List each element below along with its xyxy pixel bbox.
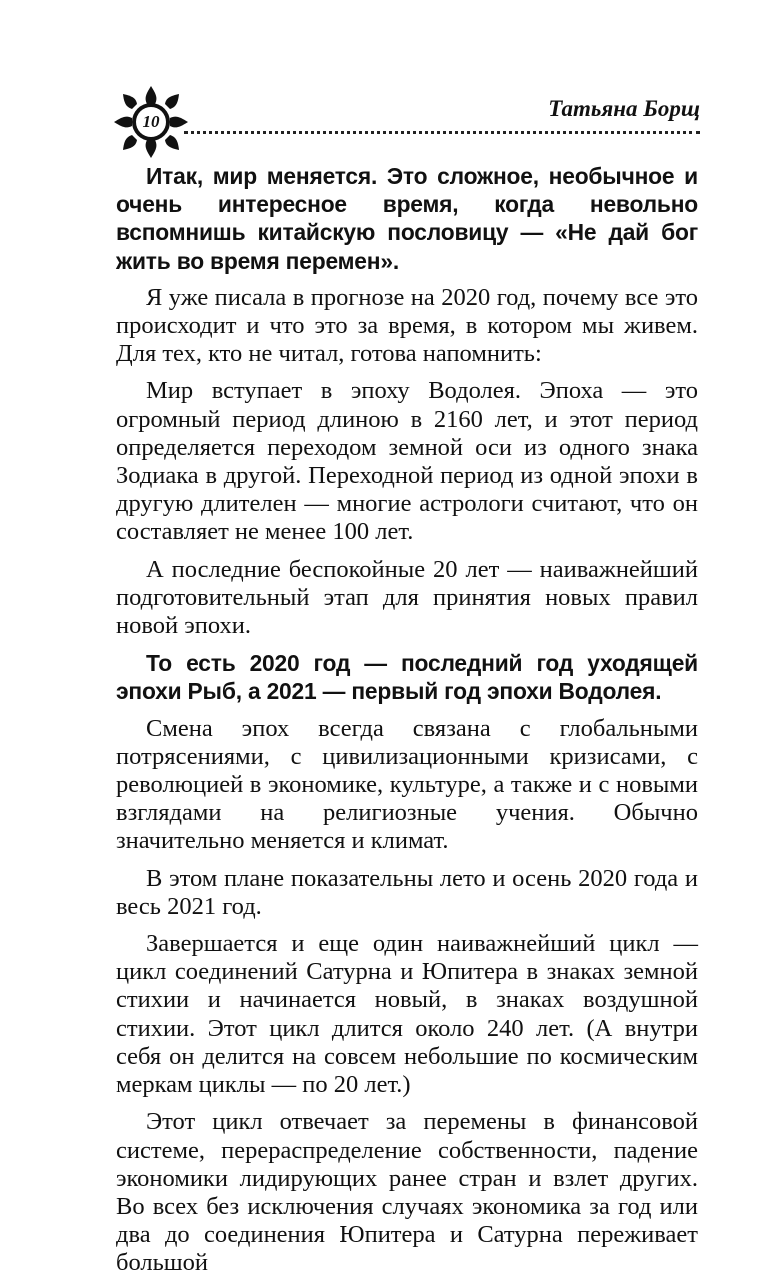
paragraph: Смена эпох всегда связана с глобальными потрясениями, с цивилизационными кризисами, с революцией в экономике, культуре, а также и с новыми взглядами на религиозные учения. Обычно значительно меняется и климат. (116, 714, 698, 855)
header-dotted-rule (184, 131, 700, 134)
author-name: Татьяна Борщ (548, 96, 700, 121)
paragraph: В этом плане показательны лето и осень 2020 года и весь 2021 год. (116, 864, 698, 920)
paragraph: Я уже писала в прогнозе на 2020 год, почему все это происходит и что это за время, в котором мы живем. Для тех, кто не читал, готова напомнить: (116, 283, 698, 368)
running-header (112, 84, 700, 160)
paragraph: Этот цикл отвечает за перемены в финансовой системе, перераспределение собственности, падение экономики лидирующих ранее стран и взлет других. Во всех без исключения случаях экономика за год или два до соединения Юпитера и Сатурна переживает большой (116, 1108, 698, 1277)
paragraph-bold-intro: Итак, мир меняется. Это сложное, необычное и очень интересное время, когда невольно вспомнишь китайскую пословицу — «Не дай бог жить во время перемен». (116, 163, 698, 274)
paragraph-bold-emphasis: То есть 2020 год — последний год уходящей эпохи Рыб, а 2021 — первый год эпохи Водолея. (116, 650, 698, 705)
page-number: 10 (142, 112, 160, 131)
paragraph: Мир вступает в эпоху Водолея. Эпоха — это огромный период длиною в 2160 лет, и этот период определяется переходом земной оси из одного знака Зодиака в другой. Переходной период из одной эпохи в другую длителен — многие астрологи считают, что он составляет не менее 100 лет. (116, 377, 698, 546)
paragraph: А последние беспокойные 20 лет — наиважнейший подготовительный этап для принятия новых правил новой эпохи. (116, 555, 698, 640)
body-text (116, 162, 698, 1287)
paragraph: Завершается и еще один наиважнейший цикл — цикл соединений Сатурна и Юпитера в знаках земной стихии и начинается новый, в знаках воздушной стихии. Этот цикл длится около 240 лет. (А внутри себя он делится на совсем небольшие по космическим меркам циклы — по 20 лет.) (116, 930, 698, 1099)
